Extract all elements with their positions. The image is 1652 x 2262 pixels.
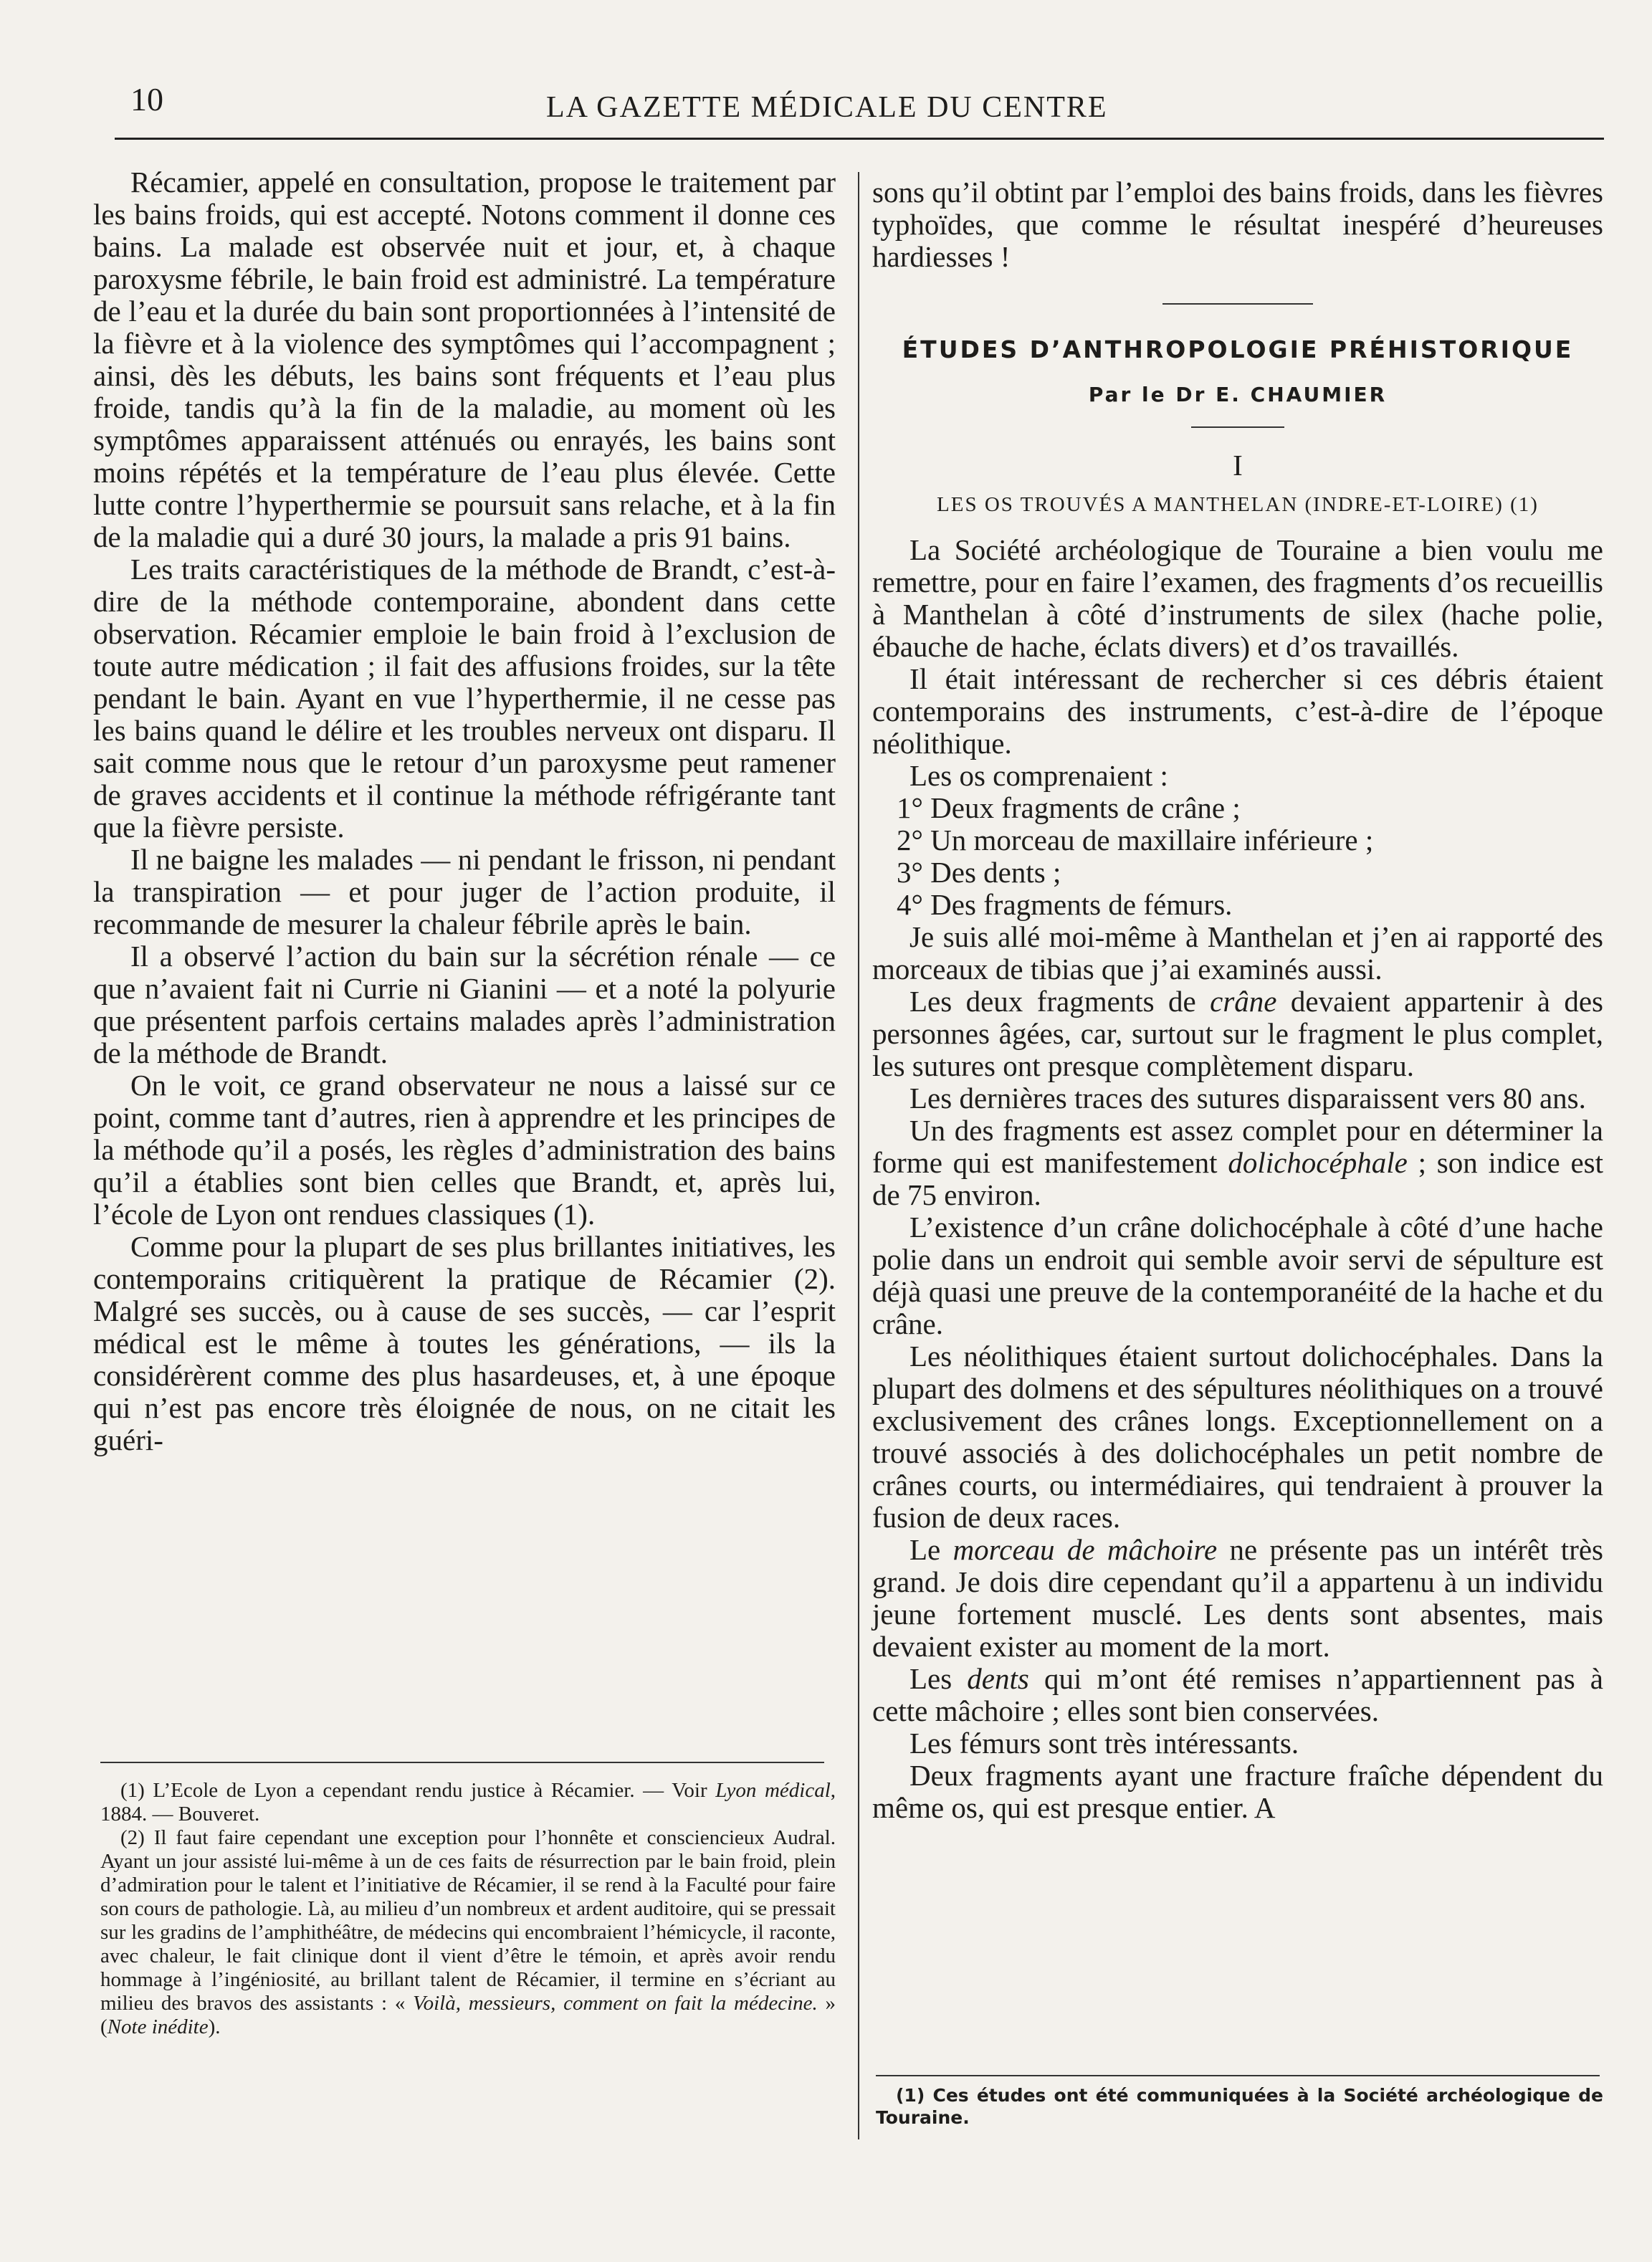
paragraph: Le morceau de mâchoire ne présente pas un intérêt très grand. Je dois dire cependant qu’il a appartenu à un individu jeune fortement musclé. Les dents sont absentes, mais devaient exister au moment de la mort. (872, 1533, 1604, 1663)
paragraph: Les traits caractéristiques de la méthode de Brandt, c’est-à-dire de la méthode contemporaine, abondent dans cette observation. Récamier emploie le bain froid à l’exclusion de toute autre médication ; il fait des affusions froides, sur la tête pendant le bain. Ayant en vue l’hyperthermie, il ne cesse pas les bains quand le délire et les troubles nerveux ont disparu. Il sait comme nous que le retour d’un paroxysme peut ramener de graves accidents et il continue la méthode réfrigérante tant que la fièvre persiste. (93, 553, 836, 844)
footnote-2: (2) Il faut faire cependant une exception pour l’honnête et consciencieux Audral. Ayant un jour assisté lui-même à un de ces faits de résurrection par le bain froid, plein d’admiration pour le talent et l’initiative de Récamier, il se rend à la Faculté pour faire son cours de pathologie. Là, au milieu d’un nombreux et ardent auditoire, qui se pressait sur les gradins de l’amphithéâtre, de médecins qui encombraient l’hémicycle, il raconte, avec chaleur, le fait clinique dont il vient d’être le témoin, et après avoir rendu hommage à l’ingéniosité, au brillant talent de Récamier, il termine en s’écriant au milieu des bravos des assistants : « Voilà, messieurs, comment on fait la médecine. » (Note inédite). (100, 1826, 836, 2038)
right-footnote (876, 2084, 1603, 2129)
paragraph: Les néolithiques étaient surtout dolichocéphales. Dans la plupart des dolmens et des sépultures néolithiques on a trouvé exclusivement des crânes longs. Exceptionnellement on a trouvé associés à des dolichocéphales un petit nombre de crânes courts, ou intermédiaires, qui tendraient à prouver la fusion de deux races. (872, 1340, 1603, 1534)
paragraph: Les dents qui m’ont été remises n’appartiennent pas à cette mâchoire ; elles sont bien conservées. (872, 1662, 1603, 1727)
paragraph: Les dernières traces des sutures disparaissent vers 80 ans. (909, 1082, 1586, 1115)
paragraph: Récamier, appelé en consultation, propose le traitement par les bains froids, qui est accepté. Notons comment il donne ces bains. La malade est observée nuit et jour, et, à chaque paroxysme fébrile, le bain froid est administré. La température de l’eau et la durée du bain sont proportionnées à l’intensité de la fièvre et à la violence des symptômes qui l’accompagnent ; ainsi, dès les débuts, les bains sont fréquents et l’eau plus froide, tandis qu’à la fin de la maladie, au moment où les symptômes apparaissent atténués ou enrayés, les bains sont moins répétés et la température de l’eau plus élevée. Cette lutte contre l’hyperthermie se poursuit sans relache, et à la fin de la maladie qui a duré 30 jours, la malade a pris 91 bains. (93, 166, 836, 553)
paragraph: Comme pour la plupart de ses plus brillantes initiatives, les contemporains critiquèrent la pratique de Récamier (2). Malgré ses succès, ou à cause de ses succès, — car l’esprit médical est le même à toutes les générations, — ils la considérèrent comme des plus hasardeuses, et, à une époque qui n’est pas encore très éloignée de nous, on ne citait les guéri- (93, 1230, 836, 1456)
list-intro: Les os comprenaient : (909, 759, 1168, 792)
left-column (93, 166, 836, 1456)
section-rule (1162, 303, 1313, 305)
article-title: ÉTUDES D’ANTHROPOLOGIE PRÉHISTORIQUE (902, 335, 1574, 363)
footnote-rule (100, 1762, 824, 1763)
paragraph: On le voit, ce grand observateur ne nous a laissé sur ce point, comme tant d’autres, rien à apprendre et les principes de la méthode qu’il a posés, les règles d’administration des bains qu’il a établies sont bien celles que Brandt, et, après lui, l’école de Lyon ont rendues classiques (1). (93, 1069, 836, 1231)
paragraph: Il a observé l’action du bain sur la sécrétion rénale — ce que n’avaient fait ni Currie ni Gianini — et a noté la polyurie que présentent parfois certains malades après l’administration de la méthode de Brandt. (93, 940, 836, 1069)
list-item: 2° Un morceau de maxillaire inférieure ; (897, 824, 1374, 856)
column-divider (858, 172, 859, 2139)
paragraph: Les fémurs sont très intéressants. (909, 1727, 1299, 1760)
paragraph: La Société archéologique de Touraine a bien voulu me remettre, pour en faire l’examen, des fragments d’os recueillis à Manthelan à côté d’instruments de silex (hache polie, ébauche de hache, éclats divers) et d’os travaillés. (872, 533, 1604, 663)
list-item: 4° Des fragments de fémurs. (897, 888, 1233, 921)
list-item: 1° Deux fragments de crâne ; (897, 791, 1241, 824)
paragraph: Un des fragments est assez complet pour en déterminer la forme qui est manifestement dolichocéphale ; son indice est de 75 environ. (872, 1114, 1603, 1211)
right-column (872, 176, 1603, 1824)
footnote-1: (1) L’Ecole de Lyon a cependant rendu justice à Récamier. — Voir Lyon médical, 1884. — Bouveret. (100, 1779, 836, 1826)
byline-rule (1191, 426, 1284, 428)
header-rule (115, 138, 1604, 140)
paragraph: Les deux fragments de crâne devaient appartenir à des personnes âgées, car, surtout sur le fragment le plus complet, les sutures ont presque complètement disparu. (872, 985, 1603, 1082)
left-footnotes (100, 1779, 836, 2039)
footnote-rule (876, 2075, 1600, 2076)
bone-list (872, 792, 1603, 921)
paragraph: Je suis allé moi-même à Manthelan et j’en ai rapporté des morceaux de tibias que j’ai examinés aussi. (872, 920, 1603, 986)
section-title: LES OS TROUVÉS A MANTHELAN (INDRE-ET-LOIRE) (1) (937, 493, 1539, 516)
paragraph: Deux fragments ayant une fracture fraîche dépendent du même os, qui est presque entier. A (872, 1759, 1603, 1824)
paragraph: Il était intéressant de rechercher si ces débris étaient contemporains des instruments, c’est-à-dire de l’époque néolithique. (872, 662, 1603, 760)
journal-title: LA GAZETTE MÉDICALE DU CENTRE (546, 91, 1108, 124)
paragraph: L’existence d’un crâne dolichocéphale à côté d’une hache polie dans un endroit qui semble avoir servi de sépulture est déjà quasi une preuve de la contemporanéité de la hache et du crâne. (872, 1211, 1603, 1340)
section-numeral: I (1233, 449, 1243, 482)
list-item: 3° Des dents ; (897, 856, 1061, 889)
footnote-1: (1) Ces études ont été communiquées à la Société archéologique de Touraine. (876, 2085, 1603, 2128)
page-number: 10 (130, 81, 163, 118)
article-byline: Par le Dr E. CHAUMIER (1088, 383, 1388, 406)
continuation-paragraph: sons qu’il obtint par l’emploi des bains froids, dans les fièvres typhoïdes, que comme le résultat inespéré d’heureuses hardiesses ! (872, 176, 1603, 273)
paragraph: Il ne baigne les malades — ni pendant le frisson, ni pendant la transpiration — et pour juger de l’action produite, il recommande de mesurer la chaleur fébrile après le bain. (93, 843, 836, 940)
